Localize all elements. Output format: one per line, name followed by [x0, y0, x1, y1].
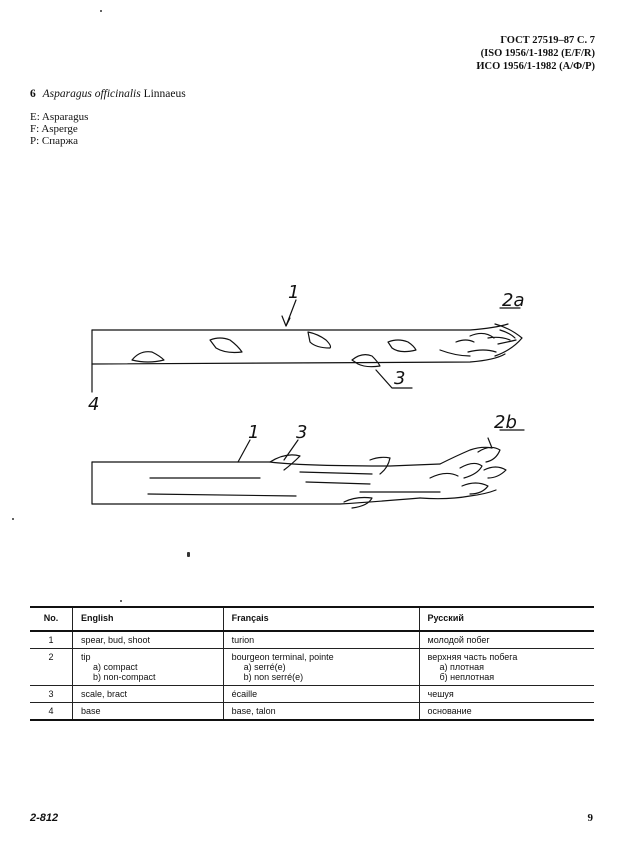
label-bottom-1: 1	[248, 422, 260, 443]
name-french: F: Asperge	[30, 123, 78, 135]
term-russian: верхняя часть побега	[427, 652, 518, 662]
cell-english	[73, 649, 224, 686]
term-french: bourgeon terminal, pointe	[231, 652, 334, 662]
term-french-b: b) non serré(e)	[243, 672, 304, 682]
cell-french	[223, 649, 419, 686]
name-english: E: Asparagus	[30, 111, 89, 123]
term-russian-a: а) плотная	[439, 662, 485, 672]
cell-english: base	[73, 703, 224, 721]
table-header-row	[30, 607, 594, 631]
header-line-1: ГОСТ 27519–87 С. 7	[500, 35, 595, 46]
term-english: tip	[81, 652, 91, 662]
label-bottom-3: 3	[296, 422, 308, 443]
terms-table	[30, 606, 594, 721]
cell-no: 2	[30, 649, 73, 686]
cell-russian: основание	[419, 703, 594, 721]
header-line-2: (ISO 1956/1-1982 (E/F/R)	[480, 48, 595, 59]
cell-no: 4	[30, 703, 73, 721]
cell-english: spear, bud, shoot	[73, 631, 224, 649]
header-english: English	[73, 607, 224, 631]
header-line-3: ИСО 1956/1-1982 (А/Ф/Р)	[476, 61, 595, 72]
header-no: No.	[30, 607, 73, 631]
cell-french: base, talon	[223, 703, 419, 721]
label-top-1: 1	[288, 282, 300, 303]
table-row	[30, 649, 594, 686]
cell-no: 3	[30, 686, 73, 703]
cell-english: scale, bract	[73, 686, 224, 703]
cell-russian: чешуя	[419, 686, 594, 703]
page-number: 9	[587, 812, 593, 824]
header-french: Français	[223, 607, 419, 631]
term-french-a: a) serré(e)	[243, 662, 286, 672]
scan-speck	[100, 10, 102, 12]
scan-speck	[187, 552, 190, 557]
species-latin-name: Asparagus officinalis	[42, 88, 141, 100]
term-english-a: a) compact	[93, 662, 138, 672]
name-russian: P: Спаржа	[30, 135, 79, 147]
species-author: Linnaeus	[143, 88, 186, 100]
table-row	[30, 631, 594, 649]
label-bottom-2b: 2b	[494, 412, 517, 433]
term-english-b: b) non-compact	[93, 672, 156, 682]
header-russian: Русский	[419, 607, 594, 631]
scan-speck	[12, 518, 14, 520]
table-row	[30, 686, 594, 703]
cell-no: 1	[30, 631, 73, 649]
cell-french: turion	[223, 631, 419, 649]
footer-print-code: 2-812	[30, 812, 59, 824]
label-top-3: 3	[394, 368, 406, 389]
species-number: 6	[30, 88, 36, 100]
term-russian-b: б) неплотная	[439, 672, 495, 682]
cell-french: écaille	[223, 686, 419, 703]
table-row	[30, 703, 594, 721]
cell-russian	[419, 649, 594, 686]
label-top-4: 4	[88, 394, 100, 415]
cell-russian: молодой побег	[419, 631, 594, 649]
scan-speck	[120, 600, 122, 602]
label-top-2a: 2a	[502, 290, 525, 311]
